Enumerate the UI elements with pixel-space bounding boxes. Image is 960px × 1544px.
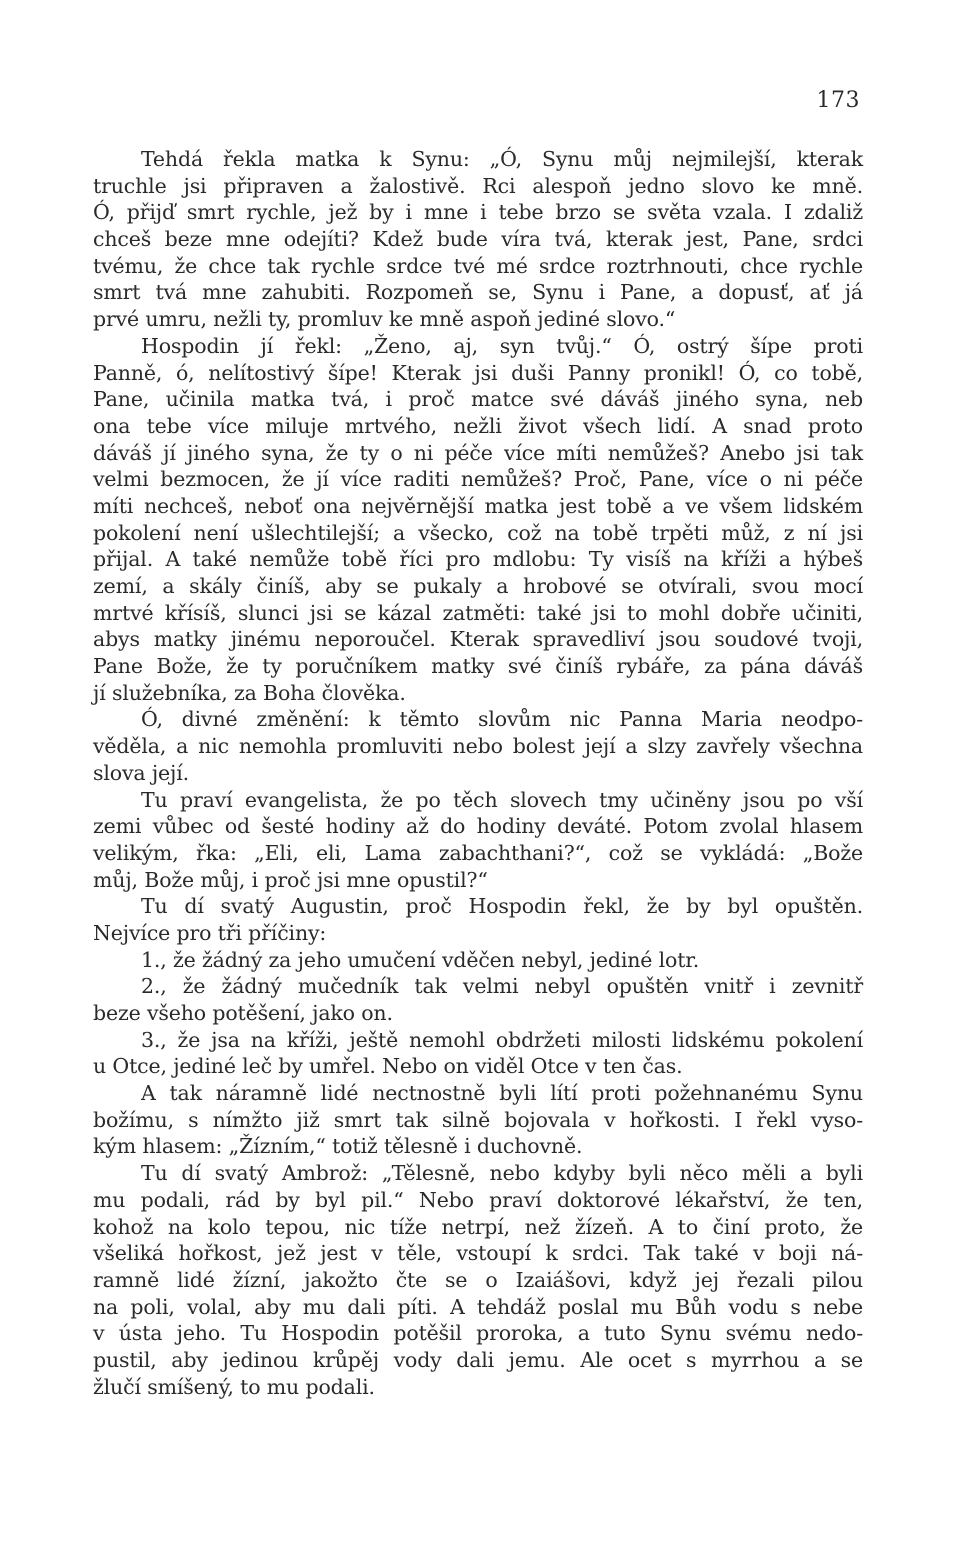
text-line: A tak náramně lidé nectnostně byli lítí proti požehnanému Synu [141, 1081, 863, 1106]
text-line: truchle jsi připraven a žalostivě. Rci alespoň jedno slovo ke mně. [93, 173, 863, 198]
text-line: 2., že žádný mučedník tak velmi nebyl opuštěn vnitř i zevnitř [141, 974, 863, 999]
body-text [93, 146, 863, 1400]
text-line: kým hlasem: „Žízním,“ totiž tělesně i duchovně. [93, 1134, 583, 1159]
text-line: zemí, a skály činíš, aby se pukaly a hrobové se otvírali, svou mocí [93, 574, 863, 598]
text-line: míti nechceš, neboť ona nejvěrnější matka jest tobě a ve všem lidském [93, 493, 863, 518]
page-number: 173 [816, 88, 860, 113]
text-line: 3., že jsa na kříži, ještě nemohl obdržeti milosti lidskému pokolení [141, 1027, 863, 1052]
text-line: prvé umru, nežli ty, promluv ke mně aspoň jediné slovo.“ [93, 307, 676, 332]
text-line: přijal. A také nemůže tobě říci pro mdlobu: Ty visíš na kříži a hýbeš [93, 547, 863, 572]
text-line: Tehdá řekla matka k Synu: „Ó, Synu můj nejmilejší, kterak [141, 147, 863, 171]
text-line: tvému, že chce tak rychle srdce tvé mé srdce roztrhnouti, chce rychle [93, 253, 863, 278]
text-line: můj, Bože můj, i proč jsi mne opustil?“ [93, 867, 488, 892]
text-line: kohož na kolo tepou, nic tíže netrpí, než žízeň. A to činí proto, že [93, 1214, 863, 1239]
text-line: Hospodin jí řekl: „Ženo, aj, syn tvůj.“ Ó, ostrý šípe proti [141, 333, 863, 358]
text-line: Tu praví evangelista, že po těch slovech tmy učiněny jsou po vší [141, 787, 863, 812]
text-line: abys matky jinému neporoučel. Kterak spravedliví jsou soudové tvoji, [93, 627, 863, 652]
text-line: Panně, ó, nelítostivý šípe! Kterak jsi duši Panny pronikl! Ó, co tobě, [93, 360, 863, 385]
text-line: žlučí smíšený, to mu podali. [93, 1374, 375, 1399]
text-line: smrt tvá mne zahubiti. Rozpomeň se, Synu i Pane, a dopusť, ať já [93, 280, 863, 305]
text-line: ramně lidé žízní, jakožto čte se o Izaiášovi, když jej řezali pilou [93, 1267, 863, 1292]
text-line: dáváš jí jiného syna, že ty o ni péče více míti nemůžeš? Anebo jsi tak [93, 440, 863, 465]
text-line: zemi vůbec od šesté hodiny až do hodiny deváté. Potom zvolal hlasem [93, 814, 863, 839]
text-line: slova její. [93, 760, 190, 785]
text-line: Tu dí svatý Ambrož: „Tělesně, nebo kdyby byli něco měli a byli [141, 1161, 863, 1186]
text-line: pustil, aby jedinou krůpěj vody dali jemu. Ale ocet s myrrhou a se [93, 1347, 863, 1372]
text-line: božímu, s nímžto již smrt tak silně bojovala v hořkosti. I řekl vyso- [93, 1107, 863, 1132]
text-line: mu podali, rád by byl pil.“ Nebo praví doktorové lékařství, že ten, [93, 1187, 863, 1212]
text-line: v ústa jeho. Tu Hospodin potěšil proroka, a tuto Synu svému nedo- [93, 1321, 863, 1346]
text-line: Ó, divné změnění: k těmto slovům nic Panna Maria neodpo- [141, 707, 863, 732]
text-line: 1., že žádný za jeho umučení vděčen nebyl, jediné lotr. [141, 947, 700, 972]
text-line: u Otce, jediné leč by umřel. Nebo on viděl Otce v ten čas. [93, 1054, 683, 1079]
text-line: ona tebe více miluje mrtvého, nežli život všech lidí. A snad proto [93, 413, 863, 438]
text-line: mrtvé křísíš, slunci jsi se kázal zatměti: také jsi to mohl dobře učiniti, [93, 600, 863, 625]
text-line: na poli, volal, aby mu dali píti. A tehdáž poslal mu Bůh vodu s nebe [93, 1294, 863, 1319]
text-line: velikým, řka: „Eli, eli, Lama zabachthani?“, což se vykládá: „Bože [93, 840, 863, 865]
text-line: věděla, a nic nemohla promluviti nebo bolest její a slzy zavřely všechna [93, 734, 863, 759]
text-line: jí služebníka, za Boha člověka. [93, 680, 406, 705]
text-line: všeliká hořkost, jež jest v těle, vstoupí k srdci. Tak také v boji ná- [93, 1241, 863, 1266]
text-line: chceš beze mne odejíti? Kdež bude víra tvá, kterak jest, Pane, srdci [93, 227, 863, 252]
text-line: Tu dí svatý Augustin, proč Hospodin řekl, že by byl opuštěn. [141, 894, 863, 919]
text-line: pokolení není ušlechtilejší; a všecko, což na tobě trpěti můž, z ní jsi [93, 520, 863, 545]
text-line: beze všeho potěšení, jako on. [93, 1001, 393, 1025]
text-line: Pane Bože, že ty poručníkem matky své činíš rybáře, za pána dáváš [93, 654, 863, 679]
text-line: velmi bezmocen, že jí více raditi nemůžeš? Proč, Pane, více o ni péče [93, 467, 863, 492]
text-line: Pane, učinila matka tvá, i proč matce své dáváš jiného syna, neb [93, 387, 863, 412]
text-line: Ó, přijď smrt rychle, jež by i mne i tebe brzo se světa vzala. I zdaliž [93, 200, 863, 225]
text-line: Nejvíce pro tři příčiny: [93, 920, 327, 945]
